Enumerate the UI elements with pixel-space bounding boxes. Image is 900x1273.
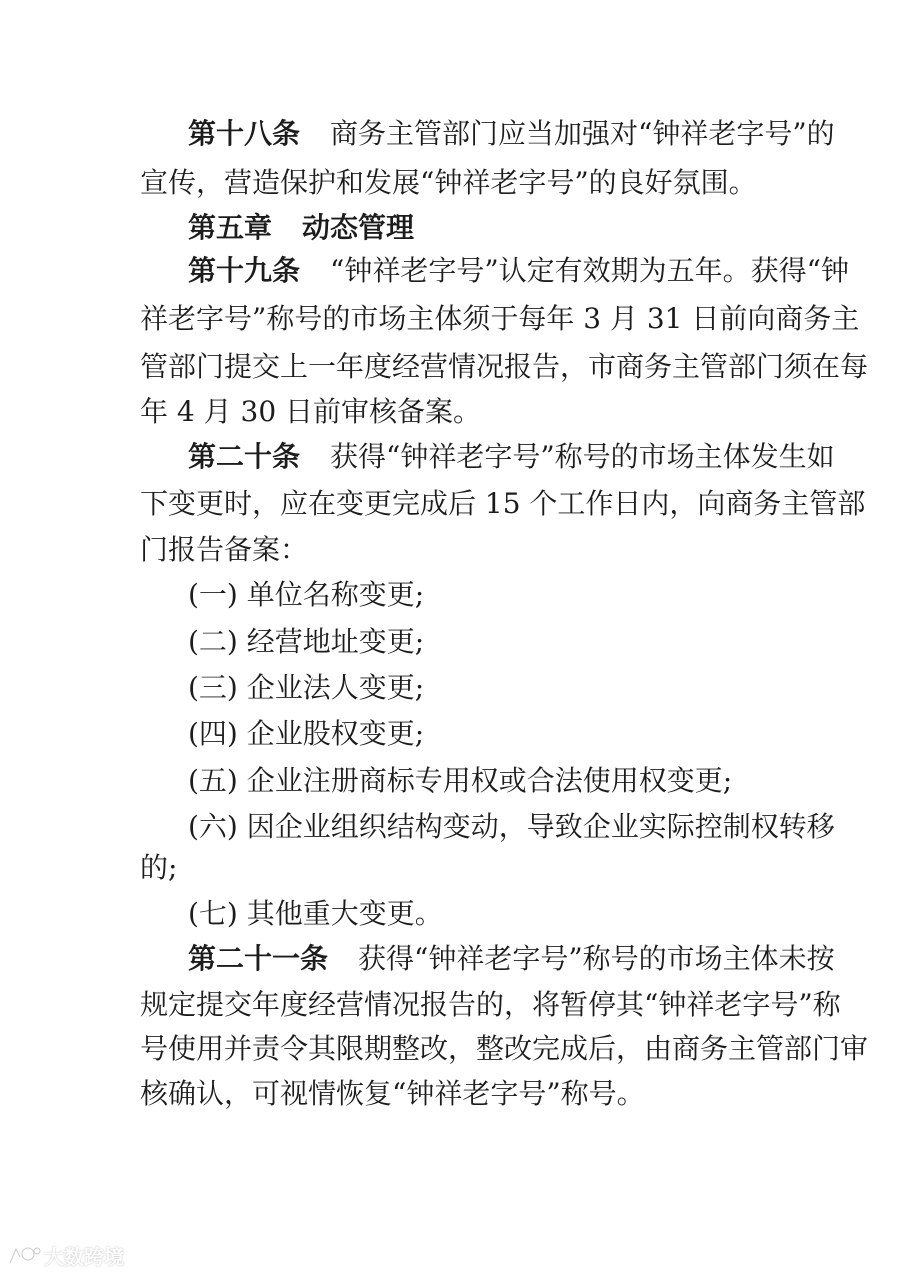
article-20-heading: 第二十条 [188,440,301,473]
article-21-text: 获得“钟祥老字号”称号的市场主体未按 [358,942,835,975]
chapter-title: 动态管理 [302,211,415,244]
article-18-heading: 第十八条 [188,117,301,150]
list-item-continuation: 的; [140,851,178,884]
list-item: (三) 企业法人变更; [188,671,425,704]
article-20-line-3: 门报告备案： [140,533,309,566]
brand-logo-icon [6,1243,42,1267]
article-20-text: 获得“钟祥老字号”称号的市场主体发生如 [330,440,835,473]
article-21-line-2: 规定提交年度经营情况报告的，将暂停其“钟祥老字号”称 [140,988,841,1021]
article-19-line-1 [188,254,849,288]
list-item: (二) 经营地址变更; [188,625,425,658]
article-21-line-1 [188,942,835,976]
article-19-line-2: 祥老字号”称号的市场主体须于每年 3 月 31 日前向商务主 [140,302,860,335]
article-21-line-3: 号使用并责令其限期整改，整改完成后，由商务主管部门审 [140,1032,869,1065]
article-20-line-1 [188,440,835,474]
chapter-number: 第五章 [188,211,273,244]
article-18-line-2: 宣传，营造保护和发展“钟祥老字号”的良好氛围。 [140,166,757,199]
article-21-line-4: 核确认，可视情恢复“钟祥老字号”称号。 [140,1077,645,1110]
watermark [6,1238,124,1272]
article-20-line-2: 下变更时，应在变更完成后 15 个工作日内，向商务主管部 [140,487,866,520]
article-18-line-1 [188,117,835,151]
chapter-heading [188,211,764,245]
list-item: (六) 因企业组织结构变动，导致企业实际控制权转移 [188,810,835,843]
watermark-text: 大数跨境 [44,1244,124,1269]
article-19-text: “钟祥老字号”认定有效期为五年。获得“钟 [330,254,849,287]
article-21-heading: 第二十一条 [188,942,329,975]
list-item: (一) 单位名称变更; [188,578,425,611]
article-19-line-4: 年 4 月 30 日前审核备案。 [140,395,482,428]
article-19-line-3: 管部门提交上一年度经营情况报告，市商务主管部门须在每 [140,350,869,383]
article-18-text: 商务主管部门应当加强对“钟祥老字号”的 [330,117,835,150]
article-19-heading: 第十九条 [188,254,301,287]
list-item: (四) 企业股权变更; [188,717,425,750]
list-item: (五) 企业注册商标专用权或合法使用权变更; [188,764,733,797]
list-item: (七) 其他重大变更。 [188,897,443,930]
